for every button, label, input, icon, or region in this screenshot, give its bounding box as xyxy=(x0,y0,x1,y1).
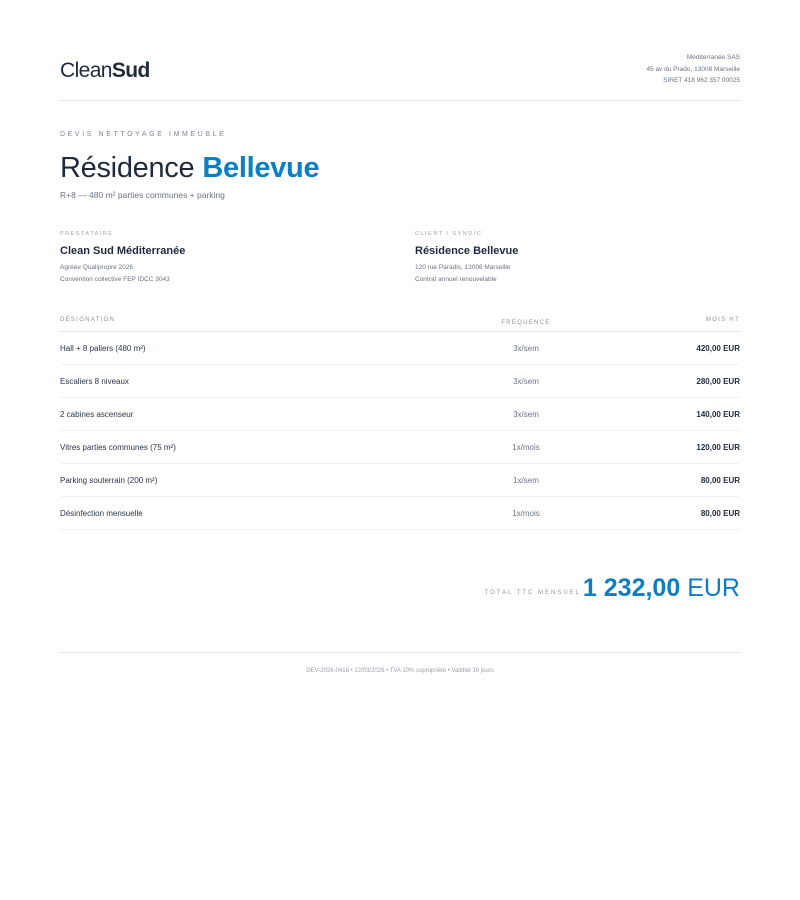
total-amount xyxy=(583,573,740,603)
row-amount: 80,00 EUR xyxy=(700,509,740,518)
row-amount: 280,00 EUR xyxy=(696,377,740,386)
provider-block xyxy=(60,231,360,285)
logo-bold-text: Sud xyxy=(111,59,150,82)
logo-light-text: Clean xyxy=(60,59,112,82)
total-currency: EUR xyxy=(687,574,740,602)
services-table xyxy=(60,314,740,530)
table-row xyxy=(60,464,740,497)
header-designation: DÉSIGNATION xyxy=(60,317,116,323)
row-amount: 120,00 EUR xyxy=(696,443,740,452)
row-amount: 420,00 EUR xyxy=(696,344,740,353)
row-frequence: 1x/mois xyxy=(512,443,540,452)
row-frequence: 3x/sem xyxy=(513,377,539,386)
row-designation: Parking souterrain (200 m²) xyxy=(60,476,158,485)
company-name: Méditerranée SAS xyxy=(686,54,740,61)
total-number: 1 232,00 xyxy=(582,574,681,602)
company-siret: SIRET 418 962 357 00025 xyxy=(663,77,740,84)
document-type-label: DEVIS NETTOYAGE IMMEUBLE xyxy=(60,131,227,138)
header-amount: MOIS HT xyxy=(705,317,740,323)
page-subtitle: R+8 — 480 m² parties communes + parking xyxy=(60,190,225,200)
row-designation: Vitres parties communes (75 m²) xyxy=(60,443,176,452)
row-amount: 140,00 EUR xyxy=(696,410,740,419)
row-designation: Désinfection mensuelle xyxy=(60,509,143,518)
title-accent: Bellevue xyxy=(202,152,320,184)
row-designation: Hall + 8 paliers (480 m²) xyxy=(60,344,146,353)
row-frequence: 1x/sem xyxy=(513,476,539,485)
company-address: 45 av du Prado, 13008 Marseille xyxy=(646,65,740,73)
row-frequence: 3x/sem xyxy=(513,410,539,419)
table-row xyxy=(60,431,740,464)
table-row xyxy=(60,332,740,365)
footer-divider xyxy=(60,652,740,653)
row-amount: 80,00 EUR xyxy=(700,476,740,485)
footer-text: DEV-2026-0418 • 12/03/2026 • TVA 10% copropriété • Validité 30 jours xyxy=(306,668,494,674)
total-label: TOTAL TTC MENSUEL xyxy=(484,590,581,596)
company-info xyxy=(646,52,740,87)
client-line: 120 rue Paradis, 13006 Marseille xyxy=(415,264,511,271)
client-line: Contrat annuel renouvelable xyxy=(415,275,497,283)
provider-line: Agréée Qualipropre 2026 xyxy=(60,264,133,271)
header-frequence: FRÉQUENCE xyxy=(501,320,551,326)
row-frequence: 3x/sem xyxy=(513,344,539,353)
provider-name: Clean Sud Méditerranée xyxy=(60,245,186,257)
client-name: Résidence Bellevue xyxy=(415,245,519,257)
table-row xyxy=(60,398,740,431)
row-frequence: 1x/mois xyxy=(512,509,540,518)
title-light: Résidence xyxy=(60,152,195,184)
provider-line: Convention collective FEP IDCC 3043 xyxy=(60,275,170,283)
logo xyxy=(60,58,150,84)
provider-label: PRESTATAIRE xyxy=(60,231,114,237)
client-block xyxy=(415,231,715,285)
table-row xyxy=(60,497,740,530)
table-row xyxy=(60,365,740,398)
row-designation: Escaliers 8 niveaux xyxy=(60,377,129,386)
table-header xyxy=(60,314,740,332)
page-header xyxy=(60,0,740,101)
client-label: CLIENT / SYNDIC xyxy=(415,231,483,237)
page-title xyxy=(60,150,319,186)
row-designation: 2 cabines ascenseur xyxy=(60,410,134,419)
